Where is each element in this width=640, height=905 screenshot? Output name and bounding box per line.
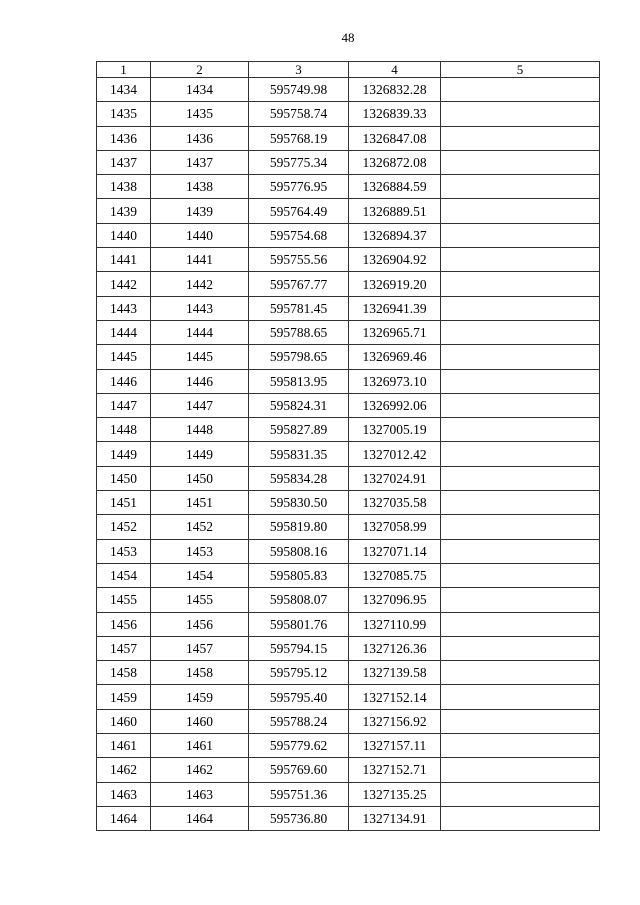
table-row bbox=[97, 126, 600, 150]
point-id-cell: 1439 bbox=[151, 199, 249, 223]
point-id-cell: 1458 bbox=[151, 661, 249, 685]
point-number-cell: 1451 bbox=[97, 491, 151, 515]
x-coordinate-cell: 595776.95 bbox=[249, 175, 349, 199]
note-cell bbox=[441, 758, 600, 782]
point-number-cell: 1462 bbox=[97, 758, 151, 782]
point-number-cell: 1444 bbox=[97, 320, 151, 344]
x-coordinate-cell: 595788.24 bbox=[249, 709, 349, 733]
note-cell bbox=[441, 150, 600, 174]
y-coordinate-cell: 1327139.58 bbox=[349, 661, 441, 685]
table-row bbox=[97, 612, 600, 636]
table-row bbox=[97, 345, 600, 369]
table-row bbox=[97, 442, 600, 466]
x-coordinate-cell: 595819.80 bbox=[249, 515, 349, 539]
table-row bbox=[97, 78, 600, 102]
table-row bbox=[97, 661, 600, 685]
y-coordinate-cell: 1327012.42 bbox=[349, 442, 441, 466]
x-coordinate-cell: 595755.56 bbox=[249, 248, 349, 272]
point-number-cell: 1435 bbox=[97, 102, 151, 126]
x-coordinate-cell: 595801.76 bbox=[249, 612, 349, 636]
note-cell bbox=[441, 709, 600, 733]
table-row bbox=[97, 491, 600, 515]
table-body bbox=[97, 78, 600, 831]
x-coordinate-cell: 595775.34 bbox=[249, 150, 349, 174]
table-row bbox=[97, 685, 600, 709]
table-row bbox=[97, 223, 600, 247]
note-cell bbox=[441, 563, 600, 587]
note-cell bbox=[441, 442, 600, 466]
note-cell bbox=[441, 539, 600, 563]
point-id-cell: 1459 bbox=[151, 685, 249, 709]
point-number-cell: 1445 bbox=[97, 345, 151, 369]
point-number-cell: 1442 bbox=[97, 272, 151, 296]
table-header bbox=[97, 62, 600, 78]
coordinates-table bbox=[96, 61, 600, 831]
y-coordinate-cell: 1326904.92 bbox=[349, 248, 441, 272]
table-row bbox=[97, 393, 600, 417]
note-cell bbox=[441, 734, 600, 758]
table-row bbox=[97, 175, 600, 199]
x-coordinate-cell: 595827.89 bbox=[249, 418, 349, 442]
table-row bbox=[97, 102, 600, 126]
table-row bbox=[97, 369, 600, 393]
point-id-cell: 1435 bbox=[151, 102, 249, 126]
x-coordinate-cell: 595758.74 bbox=[249, 102, 349, 126]
point-id-cell: 1441 bbox=[151, 248, 249, 272]
table-row bbox=[97, 782, 600, 806]
y-coordinate-cell: 1327126.36 bbox=[349, 636, 441, 660]
x-coordinate-cell: 595764.49 bbox=[249, 199, 349, 223]
x-coordinate-cell: 595795.12 bbox=[249, 661, 349, 685]
note-cell bbox=[441, 296, 600, 320]
y-coordinate-cell: 1327085.75 bbox=[349, 563, 441, 587]
point-id-cell: 1462 bbox=[151, 758, 249, 782]
point-id-cell: 1446 bbox=[151, 369, 249, 393]
y-coordinate-cell: 1327058.99 bbox=[349, 515, 441, 539]
point-number-cell: 1454 bbox=[97, 563, 151, 587]
table-row bbox=[97, 636, 600, 660]
x-coordinate-cell: 595795.40 bbox=[249, 685, 349, 709]
table-row bbox=[97, 588, 600, 612]
note-cell bbox=[441, 612, 600, 636]
point-number-cell: 1461 bbox=[97, 734, 151, 758]
note-cell bbox=[441, 78, 600, 102]
x-coordinate-cell: 595831.35 bbox=[249, 442, 349, 466]
note-cell bbox=[441, 199, 600, 223]
point-number-cell: 1446 bbox=[97, 369, 151, 393]
note-cell bbox=[441, 369, 600, 393]
point-id-cell: 1447 bbox=[151, 393, 249, 417]
x-coordinate-cell: 595794.15 bbox=[249, 636, 349, 660]
table-row bbox=[97, 296, 600, 320]
point-number-cell: 1456 bbox=[97, 612, 151, 636]
x-coordinate-cell: 595779.62 bbox=[249, 734, 349, 758]
y-coordinate-cell: 1327071.14 bbox=[349, 539, 441, 563]
y-coordinate-cell: 1326992.06 bbox=[349, 393, 441, 417]
y-coordinate-cell: 1326969.46 bbox=[349, 345, 441, 369]
y-coordinate-cell: 1326847.08 bbox=[349, 126, 441, 150]
point-number-cell: 1441 bbox=[97, 248, 151, 272]
point-number-cell: 1436 bbox=[97, 126, 151, 150]
point-number-cell: 1460 bbox=[97, 709, 151, 733]
note-cell bbox=[441, 515, 600, 539]
column-header-2: 2 bbox=[151, 62, 249, 78]
point-id-cell: 1461 bbox=[151, 734, 249, 758]
note-cell bbox=[441, 320, 600, 344]
note-cell bbox=[441, 345, 600, 369]
y-coordinate-cell: 1327135.25 bbox=[349, 782, 441, 806]
point-number-cell: 1457 bbox=[97, 636, 151, 660]
y-coordinate-cell: 1326839.33 bbox=[349, 102, 441, 126]
x-coordinate-cell: 595754.68 bbox=[249, 223, 349, 247]
page-number: 48 bbox=[341, 30, 355, 45]
note-cell bbox=[441, 393, 600, 417]
point-id-cell: 1454 bbox=[151, 563, 249, 587]
note-cell bbox=[441, 126, 600, 150]
y-coordinate-cell: 1327156.92 bbox=[349, 709, 441, 733]
x-coordinate-cell: 595767.77 bbox=[249, 272, 349, 296]
point-id-cell: 1444 bbox=[151, 320, 249, 344]
note-cell bbox=[441, 636, 600, 660]
point-number-cell: 1464 bbox=[97, 806, 151, 830]
point-id-cell: 1442 bbox=[151, 272, 249, 296]
y-coordinate-cell: 1327035.58 bbox=[349, 491, 441, 515]
x-coordinate-cell: 595808.07 bbox=[249, 588, 349, 612]
y-coordinate-cell: 1327096.95 bbox=[349, 588, 441, 612]
table-row bbox=[97, 272, 600, 296]
point-number-cell: 1449 bbox=[97, 442, 151, 466]
table-row bbox=[97, 734, 600, 758]
point-number-cell: 1459 bbox=[97, 685, 151, 709]
note-cell bbox=[441, 175, 600, 199]
point-id-cell: 1460 bbox=[151, 709, 249, 733]
y-coordinate-cell: 1327110.99 bbox=[349, 612, 441, 636]
y-coordinate-cell: 1327134.91 bbox=[349, 806, 441, 830]
note-cell bbox=[441, 466, 600, 490]
table-row bbox=[97, 418, 600, 442]
table-row bbox=[97, 320, 600, 344]
column-header-1: 1 bbox=[97, 62, 151, 78]
y-coordinate-cell: 1326884.59 bbox=[349, 175, 441, 199]
point-number-cell: 1463 bbox=[97, 782, 151, 806]
y-coordinate-cell: 1326832.28 bbox=[349, 78, 441, 102]
column-header-5: 5 bbox=[441, 62, 600, 78]
column-header-4: 4 bbox=[349, 62, 441, 78]
y-coordinate-cell: 1326894.37 bbox=[349, 223, 441, 247]
x-coordinate-cell: 595824.31 bbox=[249, 393, 349, 417]
point-id-cell: 1448 bbox=[151, 418, 249, 442]
table-row bbox=[97, 248, 600, 272]
point-number-cell: 1439 bbox=[97, 199, 151, 223]
table-row bbox=[97, 709, 600, 733]
header-row bbox=[97, 62, 600, 78]
table-row bbox=[97, 806, 600, 830]
y-coordinate-cell: 1326941.39 bbox=[349, 296, 441, 320]
table-row bbox=[97, 150, 600, 174]
point-id-cell: 1457 bbox=[151, 636, 249, 660]
x-coordinate-cell: 595805.83 bbox=[249, 563, 349, 587]
point-number-cell: 1447 bbox=[97, 393, 151, 417]
x-coordinate-cell: 595834.28 bbox=[249, 466, 349, 490]
point-id-cell: 1445 bbox=[151, 345, 249, 369]
x-coordinate-cell: 595830.50 bbox=[249, 491, 349, 515]
table-row bbox=[97, 199, 600, 223]
point-number-cell: 1448 bbox=[97, 418, 151, 442]
x-coordinate-cell: 595798.65 bbox=[249, 345, 349, 369]
note-cell bbox=[441, 102, 600, 126]
point-id-cell: 1436 bbox=[151, 126, 249, 150]
point-number-cell: 1455 bbox=[97, 588, 151, 612]
note-cell bbox=[441, 806, 600, 830]
point-number-cell: 1434 bbox=[97, 78, 151, 102]
x-coordinate-cell: 595781.45 bbox=[249, 296, 349, 320]
y-coordinate-cell: 1326973.10 bbox=[349, 369, 441, 393]
note-cell bbox=[441, 248, 600, 272]
point-id-cell: 1463 bbox=[151, 782, 249, 806]
point-id-cell: 1440 bbox=[151, 223, 249, 247]
point-id-cell: 1437 bbox=[151, 150, 249, 174]
x-coordinate-cell: 595749.98 bbox=[249, 78, 349, 102]
y-coordinate-cell: 1327005.19 bbox=[349, 418, 441, 442]
note-cell bbox=[441, 782, 600, 806]
point-id-cell: 1453 bbox=[151, 539, 249, 563]
point-number-cell: 1438 bbox=[97, 175, 151, 199]
point-id-cell: 1464 bbox=[151, 806, 249, 830]
y-coordinate-cell: 1326965.71 bbox=[349, 320, 441, 344]
note-cell bbox=[441, 588, 600, 612]
point-number-cell: 1452 bbox=[97, 515, 151, 539]
x-coordinate-cell: 595813.95 bbox=[249, 369, 349, 393]
point-id-cell: 1450 bbox=[151, 466, 249, 490]
point-number-cell: 1453 bbox=[97, 539, 151, 563]
note-cell bbox=[441, 418, 600, 442]
note-cell bbox=[441, 223, 600, 247]
x-coordinate-cell: 595768.19 bbox=[249, 126, 349, 150]
note-cell bbox=[441, 685, 600, 709]
x-coordinate-cell: 595808.16 bbox=[249, 539, 349, 563]
x-coordinate-cell: 595736.80 bbox=[249, 806, 349, 830]
point-number-cell: 1443 bbox=[97, 296, 151, 320]
table-row bbox=[97, 539, 600, 563]
point-id-cell: 1449 bbox=[151, 442, 249, 466]
point-number-cell: 1450 bbox=[97, 466, 151, 490]
point-number-cell: 1440 bbox=[97, 223, 151, 247]
point-number-cell: 1458 bbox=[97, 661, 151, 685]
y-coordinate-cell: 1327152.71 bbox=[349, 758, 441, 782]
y-coordinate-cell: 1327024.91 bbox=[349, 466, 441, 490]
table-row bbox=[97, 466, 600, 490]
point-id-cell: 1451 bbox=[151, 491, 249, 515]
y-coordinate-cell: 1327152.14 bbox=[349, 685, 441, 709]
point-id-cell: 1443 bbox=[151, 296, 249, 320]
y-coordinate-cell: 1326889.51 bbox=[349, 199, 441, 223]
table-row bbox=[97, 515, 600, 539]
table-row bbox=[97, 563, 600, 587]
note-cell bbox=[441, 661, 600, 685]
table-row bbox=[97, 758, 600, 782]
y-coordinate-cell: 1327157.11 bbox=[349, 734, 441, 758]
y-coordinate-cell: 1326919.20 bbox=[349, 272, 441, 296]
x-coordinate-cell: 595769.60 bbox=[249, 758, 349, 782]
note-cell bbox=[441, 272, 600, 296]
note-cell bbox=[441, 491, 600, 515]
point-id-cell: 1455 bbox=[151, 588, 249, 612]
point-id-cell: 1456 bbox=[151, 612, 249, 636]
point-id-cell: 1434 bbox=[151, 78, 249, 102]
x-coordinate-cell: 595788.65 bbox=[249, 320, 349, 344]
y-coordinate-cell: 1326872.08 bbox=[349, 150, 441, 174]
x-coordinate-cell: 595751.36 bbox=[249, 782, 349, 806]
column-header-3: 3 bbox=[249, 62, 349, 78]
point-number-cell: 1437 bbox=[97, 150, 151, 174]
point-id-cell: 1438 bbox=[151, 175, 249, 199]
point-id-cell: 1452 bbox=[151, 515, 249, 539]
